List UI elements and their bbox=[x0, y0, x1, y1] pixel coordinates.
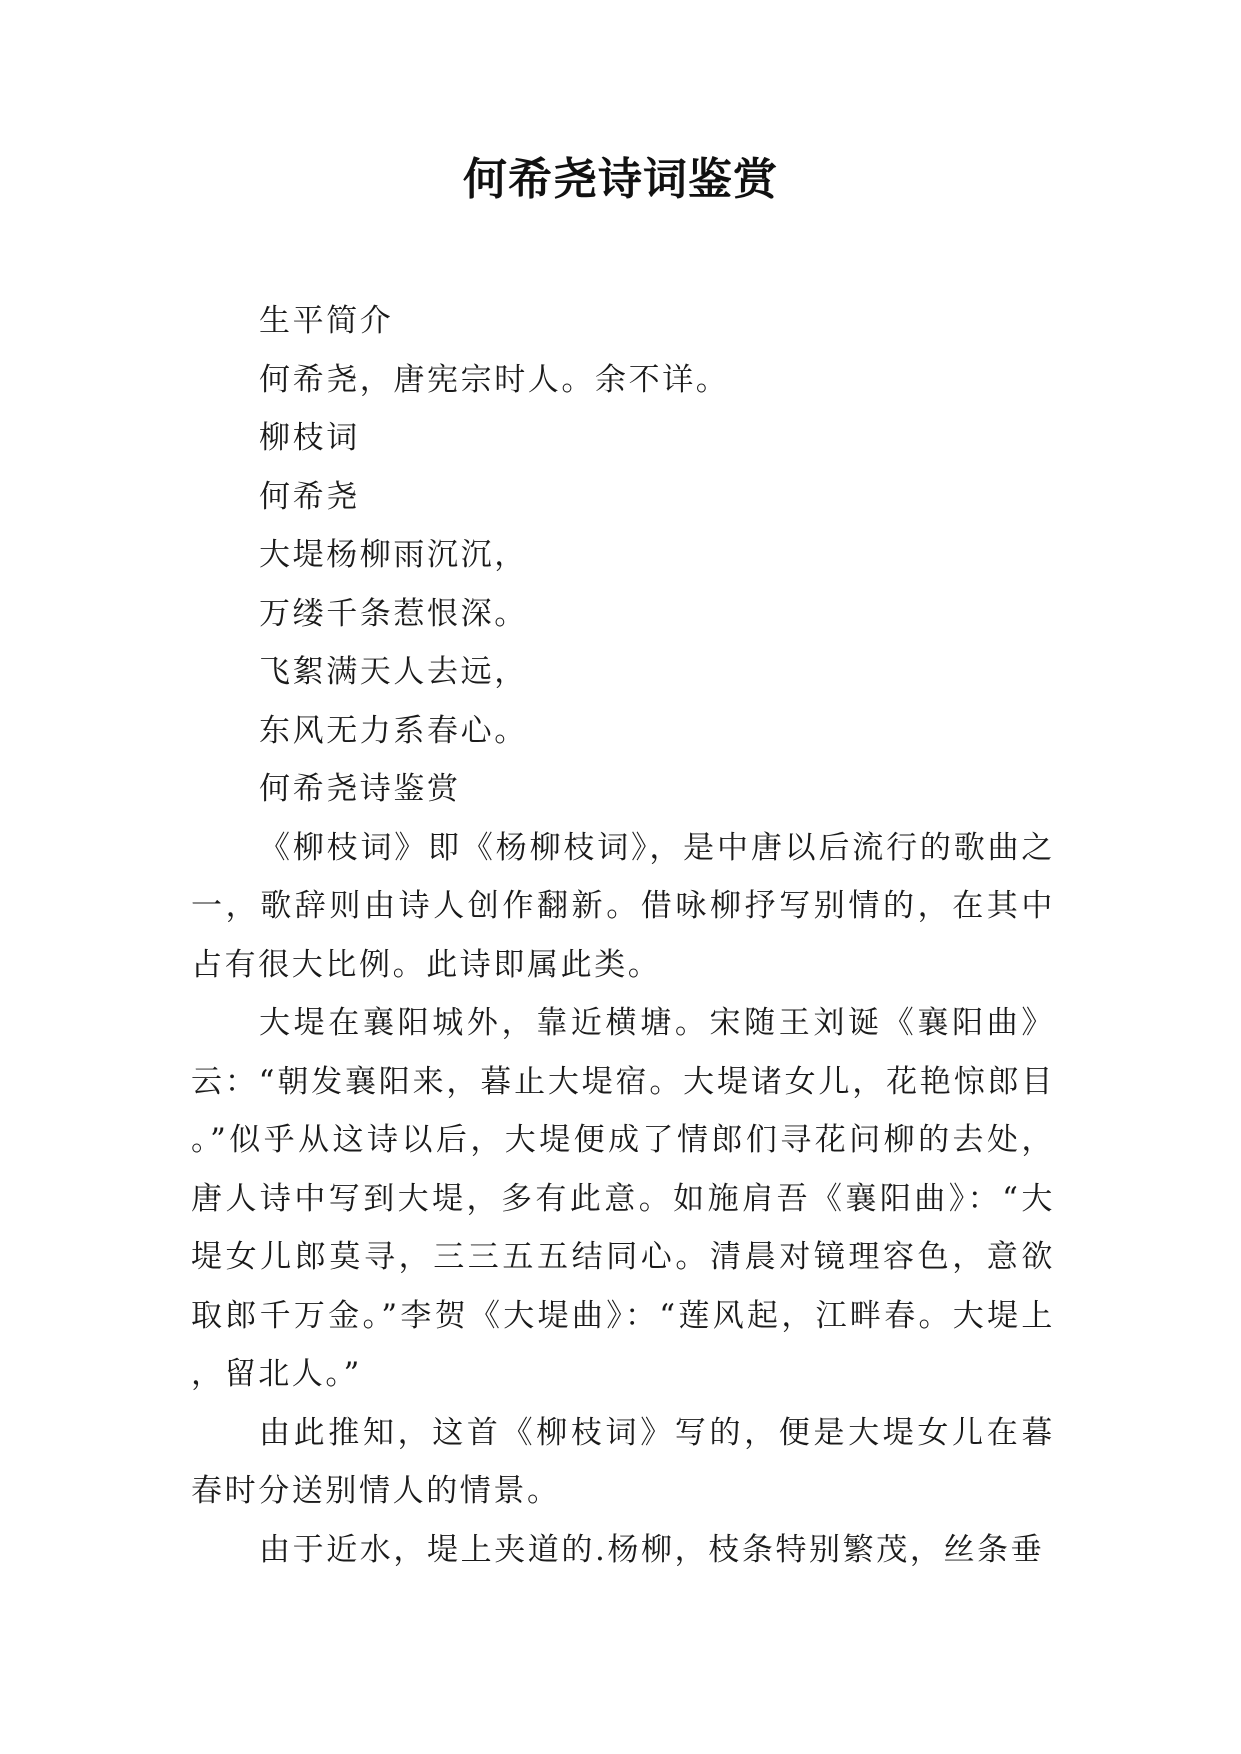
section-heading-biography: 生平简介 bbox=[259, 303, 394, 339]
poem-title: 柳枝词 bbox=[259, 420, 360, 456]
biography-text: 何希尧，唐宪宗时人。余不详。 bbox=[259, 361, 730, 398]
poem-verse-1: 大堤杨柳雨沉沉， bbox=[259, 537, 528, 573]
poem-verse-3: 飞絮满天人去远， bbox=[259, 654, 528, 690]
appreciation-paragraph-4: 由于近水，堤上夹道的.杨柳，枝条特别繁茂，丝条垂 bbox=[259, 1531, 1045, 1568]
appreciation-paragraph-2: 大堤在襄阳城外，靠近横塘。宋随王刘诞《襄阳曲》云：“朝发襄阳来，暮止大堤宿。大堤诸女儿，花艳惊郎目。”似乎从这诗以后，大堤便成了情郎们寻花问柳的去处，唐人诗中写到大堤，多有此意。如施肩吾《襄阳曲》：“大堤女儿郎莫寻，三三五五结同心。清晨对镜理容色，意欲取郎千万金。”李贺《大堤曲》：“莲风起，江畔春。大堤上，留北人。” bbox=[191, 1005, 1055, 1392]
poem-verse-4: 东风无力系春心。 bbox=[259, 712, 528, 749]
poem-author: 何希尧 bbox=[259, 478, 360, 515]
appreciation-paragraph-1: 《柳枝词》即《杨柳枝词》，是中唐以后流行的歌曲之一，歌辞则由诗人创作翻新。借咏柳抒写别情的，在其中占有很大比例。此诗即属此类。 bbox=[191, 829, 1055, 983]
poem-verse-2: 万缕千条惹恨深。 bbox=[259, 595, 528, 632]
appreciation-paragraph-3: 由此推知，这首《柳枝词》写的，便是大堤女儿在暮春时分送别情人的情景。 bbox=[191, 1414, 1055, 1509]
section-heading-appreciation: 何希尧诗鉴赏 bbox=[259, 771, 461, 807]
document-body bbox=[191, 292, 1055, 1579]
document-title: 何希尧诗词鉴赏 bbox=[463, 154, 778, 205]
